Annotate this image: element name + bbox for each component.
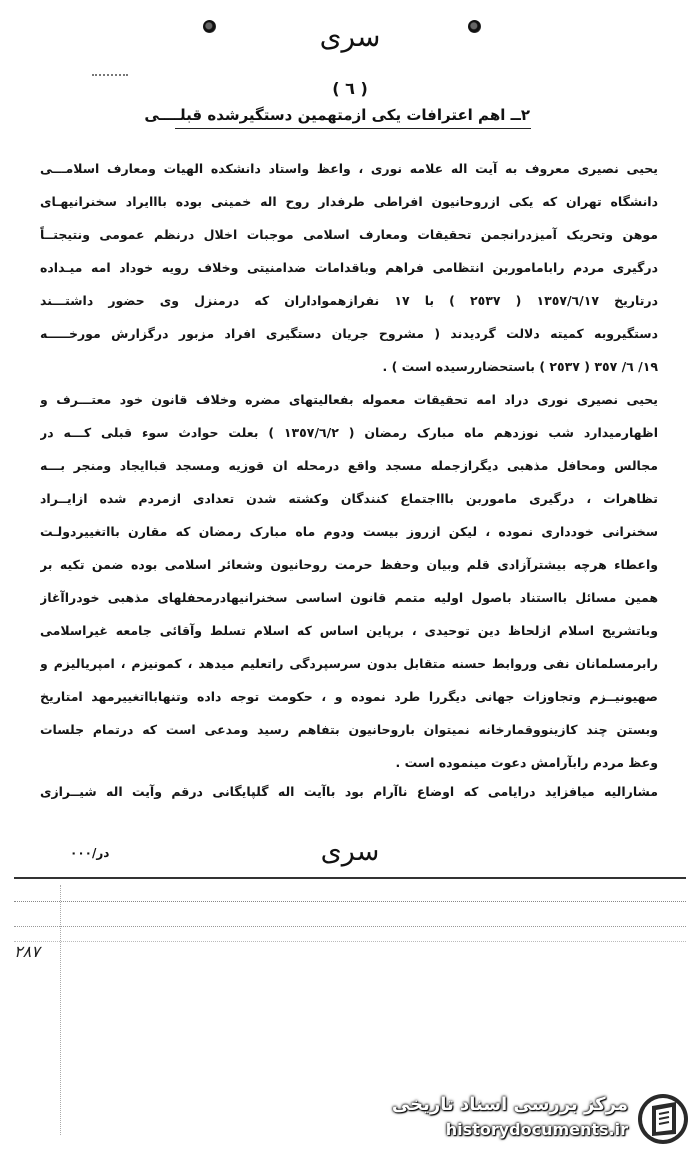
body-line: واعطاء هرچه بیشترآزادی قلم وبیان وحفظ حرمت روحانیون وشعائر اسلامی بوده ضمن تکیه بر <box>40 557 658 572</box>
body-line: مجالس ومحافل مذهبی دیگرازجمله مسجد واقع درمحله ان قوزیه ومسجد قباایجاد ومنجر بـــه <box>40 458 658 473</box>
reference-code: در/٠٠٠ <box>70 846 110 860</box>
body-line: یحیی نصیری معروف به آیت اله علامه نوری ، واعظ واستاد دانشکده الهیات ومعارف اسلامـــی <box>40 161 658 176</box>
dotted-divider <box>14 926 686 927</box>
archive-logo-icon <box>636 1092 690 1146</box>
body-line: دانشگاه تهران که یکی ازروحانیون افراطی طرفدار روح اله خمینی بوده بااایراد سخنرانیهـای <box>40 194 658 209</box>
body-line: درگیری مردم راباماموربن انتظامی فراهم وباقدامات ضدامنیتی وخلاف رویه خوداد امه میـداده <box>40 260 658 275</box>
watermark <box>310 1090 690 1146</box>
body-line: وبستن چند کازینووقمارخانه نمیتوان باروحانیون بتفاهم رسید ومدعی است که درتمام جلسات <box>40 722 658 737</box>
body-line: یحیی نصیری نوری دراد امه تحقیقات معموله بفعالیتهای مضره وخلاف قانون خود معتـــرف و <box>40 392 658 407</box>
watermark-title: مرکز بررسی اسناد تاریخی <box>391 1094 628 1115</box>
handwritten-margin-note: ۲۸۷ <box>14 942 40 961</box>
title-underline <box>175 128 531 129</box>
body-line: موهن وتحریک آمیزدرانجمن تحقیقات ومعارف اسلامی موجبات اخلال درنظم عمومی ونتیجتــاً <box>40 227 658 242</box>
body-line: صهیونیــزم وتجاوزات جهانی دیگررا طرد نموده و ، حکومت توجه داده وتنهابااتغییرمهد امتاریخ <box>40 689 658 704</box>
page-number: ( ٦ ) <box>332 79 368 98</box>
body-line: رابرمسلمانان نفی وروابط حسنه متقابل بدون سرسپردگی راتعلیم میدهد ، کمونیزم ، امپریالیزم و <box>40 656 658 671</box>
body-line: وعظ مردم رابآرامش دعوت مینموده است . <box>395 755 658 770</box>
classification-header: سری <box>319 20 381 53</box>
body-line: سخنرانی خودداری نموده ، لیکن ازروز بیست ودوم ماه مبارک رمضان که مقارن بااتغییردولـت <box>40 524 658 539</box>
body-line: اظهارمیدارد شب نوزدهم ماه مبارک رمضان ( ١٣٥٧/٦/٢ ) بعلت حوادث سوء قبلی کـــه در <box>40 425 658 440</box>
classification-footer: سری <box>320 836 380 867</box>
margin-guide <box>60 885 61 1135</box>
dotted-divider <box>14 941 686 942</box>
divider-line <box>14 877 686 879</box>
body-line: همین مسائل بااستناد باصول اولیه متمم قانون اساسی سخنرانیهادرمحفلهای مذهبی خودراآغاز <box>40 590 658 605</box>
body-line: درتاریخ ١٣٥٧/٦/١٧ ( ٢٥٣٧ ) با ١٧ نفرازهمواداران که درمنزل وی حضور داشتـــند <box>40 293 658 308</box>
body-line: وباتشریح اسلام ازلحاظ دین توحیدی ، برپاین اساس که اسلام تسلط وآقائی جامعه غیراسلامی <box>40 623 658 638</box>
body-line: دستگیروبه کمیته دلالت گردیدند ( مشروح جریان دستگیری افراد مزبور درگزارش مورخـــــه <box>40 326 658 341</box>
document-body <box>40 152 658 805</box>
dotted-divider <box>14 901 686 902</box>
dotted-mark <box>92 74 128 76</box>
watermark-url: historydocuments.ir <box>445 1120 628 1139</box>
section-title: ٢ــ اهم اعترافات یکی ازمتهمین دستگیرشده قبلــــی <box>144 106 530 124</box>
body-line: ١٩/ ٦/ ٣٥٧ ( ٢٥٣٧ ) باستحضاررسیده است ) . <box>382 359 658 374</box>
body-line: مشارالیه میافزاید درایامی که اوضاع ناآرام بود باآیت اله گلپایگانی درقم وآیت اله شیــرازی <box>40 784 658 799</box>
body-line: تظاهرات ، درگیری ماموربن باااجتماع کنندگان وکشته شدن تعدادی ازمردم شده ازایــراد <box>40 491 658 506</box>
